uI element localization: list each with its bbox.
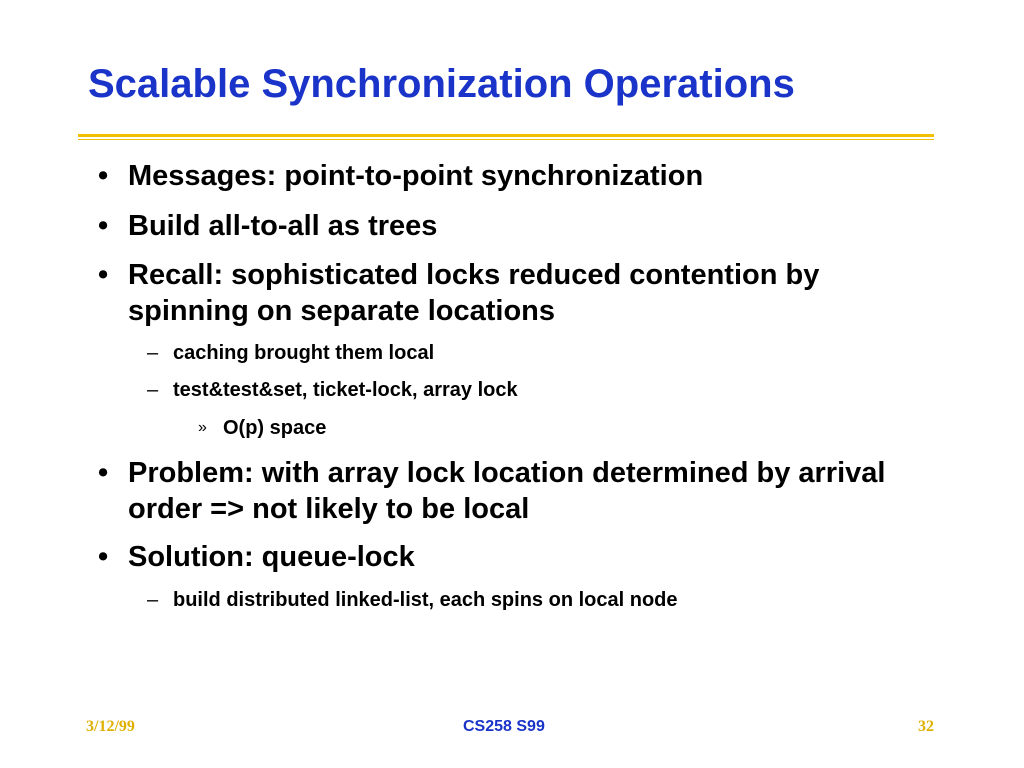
title-divider-thin	[78, 139, 934, 140]
bullet-item	[98, 208, 918, 244]
sub-bullet-item	[147, 377, 907, 403]
bullet-text: Solution: queue-lock	[128, 541, 415, 573]
bullet-item	[98, 158, 918, 194]
bullet-marker: •	[98, 259, 109, 291]
bullet-item	[98, 257, 918, 329]
bullet-text: Build all-to-all as trees	[128, 210, 438, 242]
dash-marker: –	[147, 342, 159, 364]
sub-bullet-text: caching brought them local	[173, 342, 435, 364]
sub-bullet-text: build distributed linked-list, each spins on local node	[173, 589, 678, 611]
bullet-text: Recall: sophisticated locks reduced contention by spinning on separate locations	[128, 259, 820, 327]
bullet-marker: •	[98, 541, 109, 573]
footer-course: CS258 S99	[463, 718, 545, 735]
chevron-marker: »	[198, 419, 207, 436]
bullet-marker: •	[98, 457, 109, 489]
sub-sub-bullet-item	[198, 415, 898, 441]
dash-marker: –	[147, 589, 159, 611]
page-number: 32	[918, 718, 934, 735]
sub-bullet-item	[147, 340, 907, 366]
sub-bullet-item	[147, 587, 907, 613]
title-divider	[78, 134, 934, 137]
bullet-item	[98, 455, 918, 527]
footer-date: 3/12/99	[86, 718, 135, 735]
sub-sub-bullet-text: O(p) space	[223, 417, 327, 439]
bullet-item	[98, 539, 918, 575]
bullet-marker: •	[98, 160, 109, 192]
slide-title: Scalable Synchronization Operations	[88, 62, 795, 106]
dash-marker: –	[147, 379, 159, 401]
sub-bullet-text: test&test&set, ticket-lock, array lock	[173, 379, 518, 401]
bullet-text: Messages: point-to-point synchronization	[128, 160, 704, 192]
bullet-marker: •	[98, 210, 109, 242]
bullet-text: Problem: with array lock location determined by arrival order => not likely to be local	[128, 457, 886, 525]
